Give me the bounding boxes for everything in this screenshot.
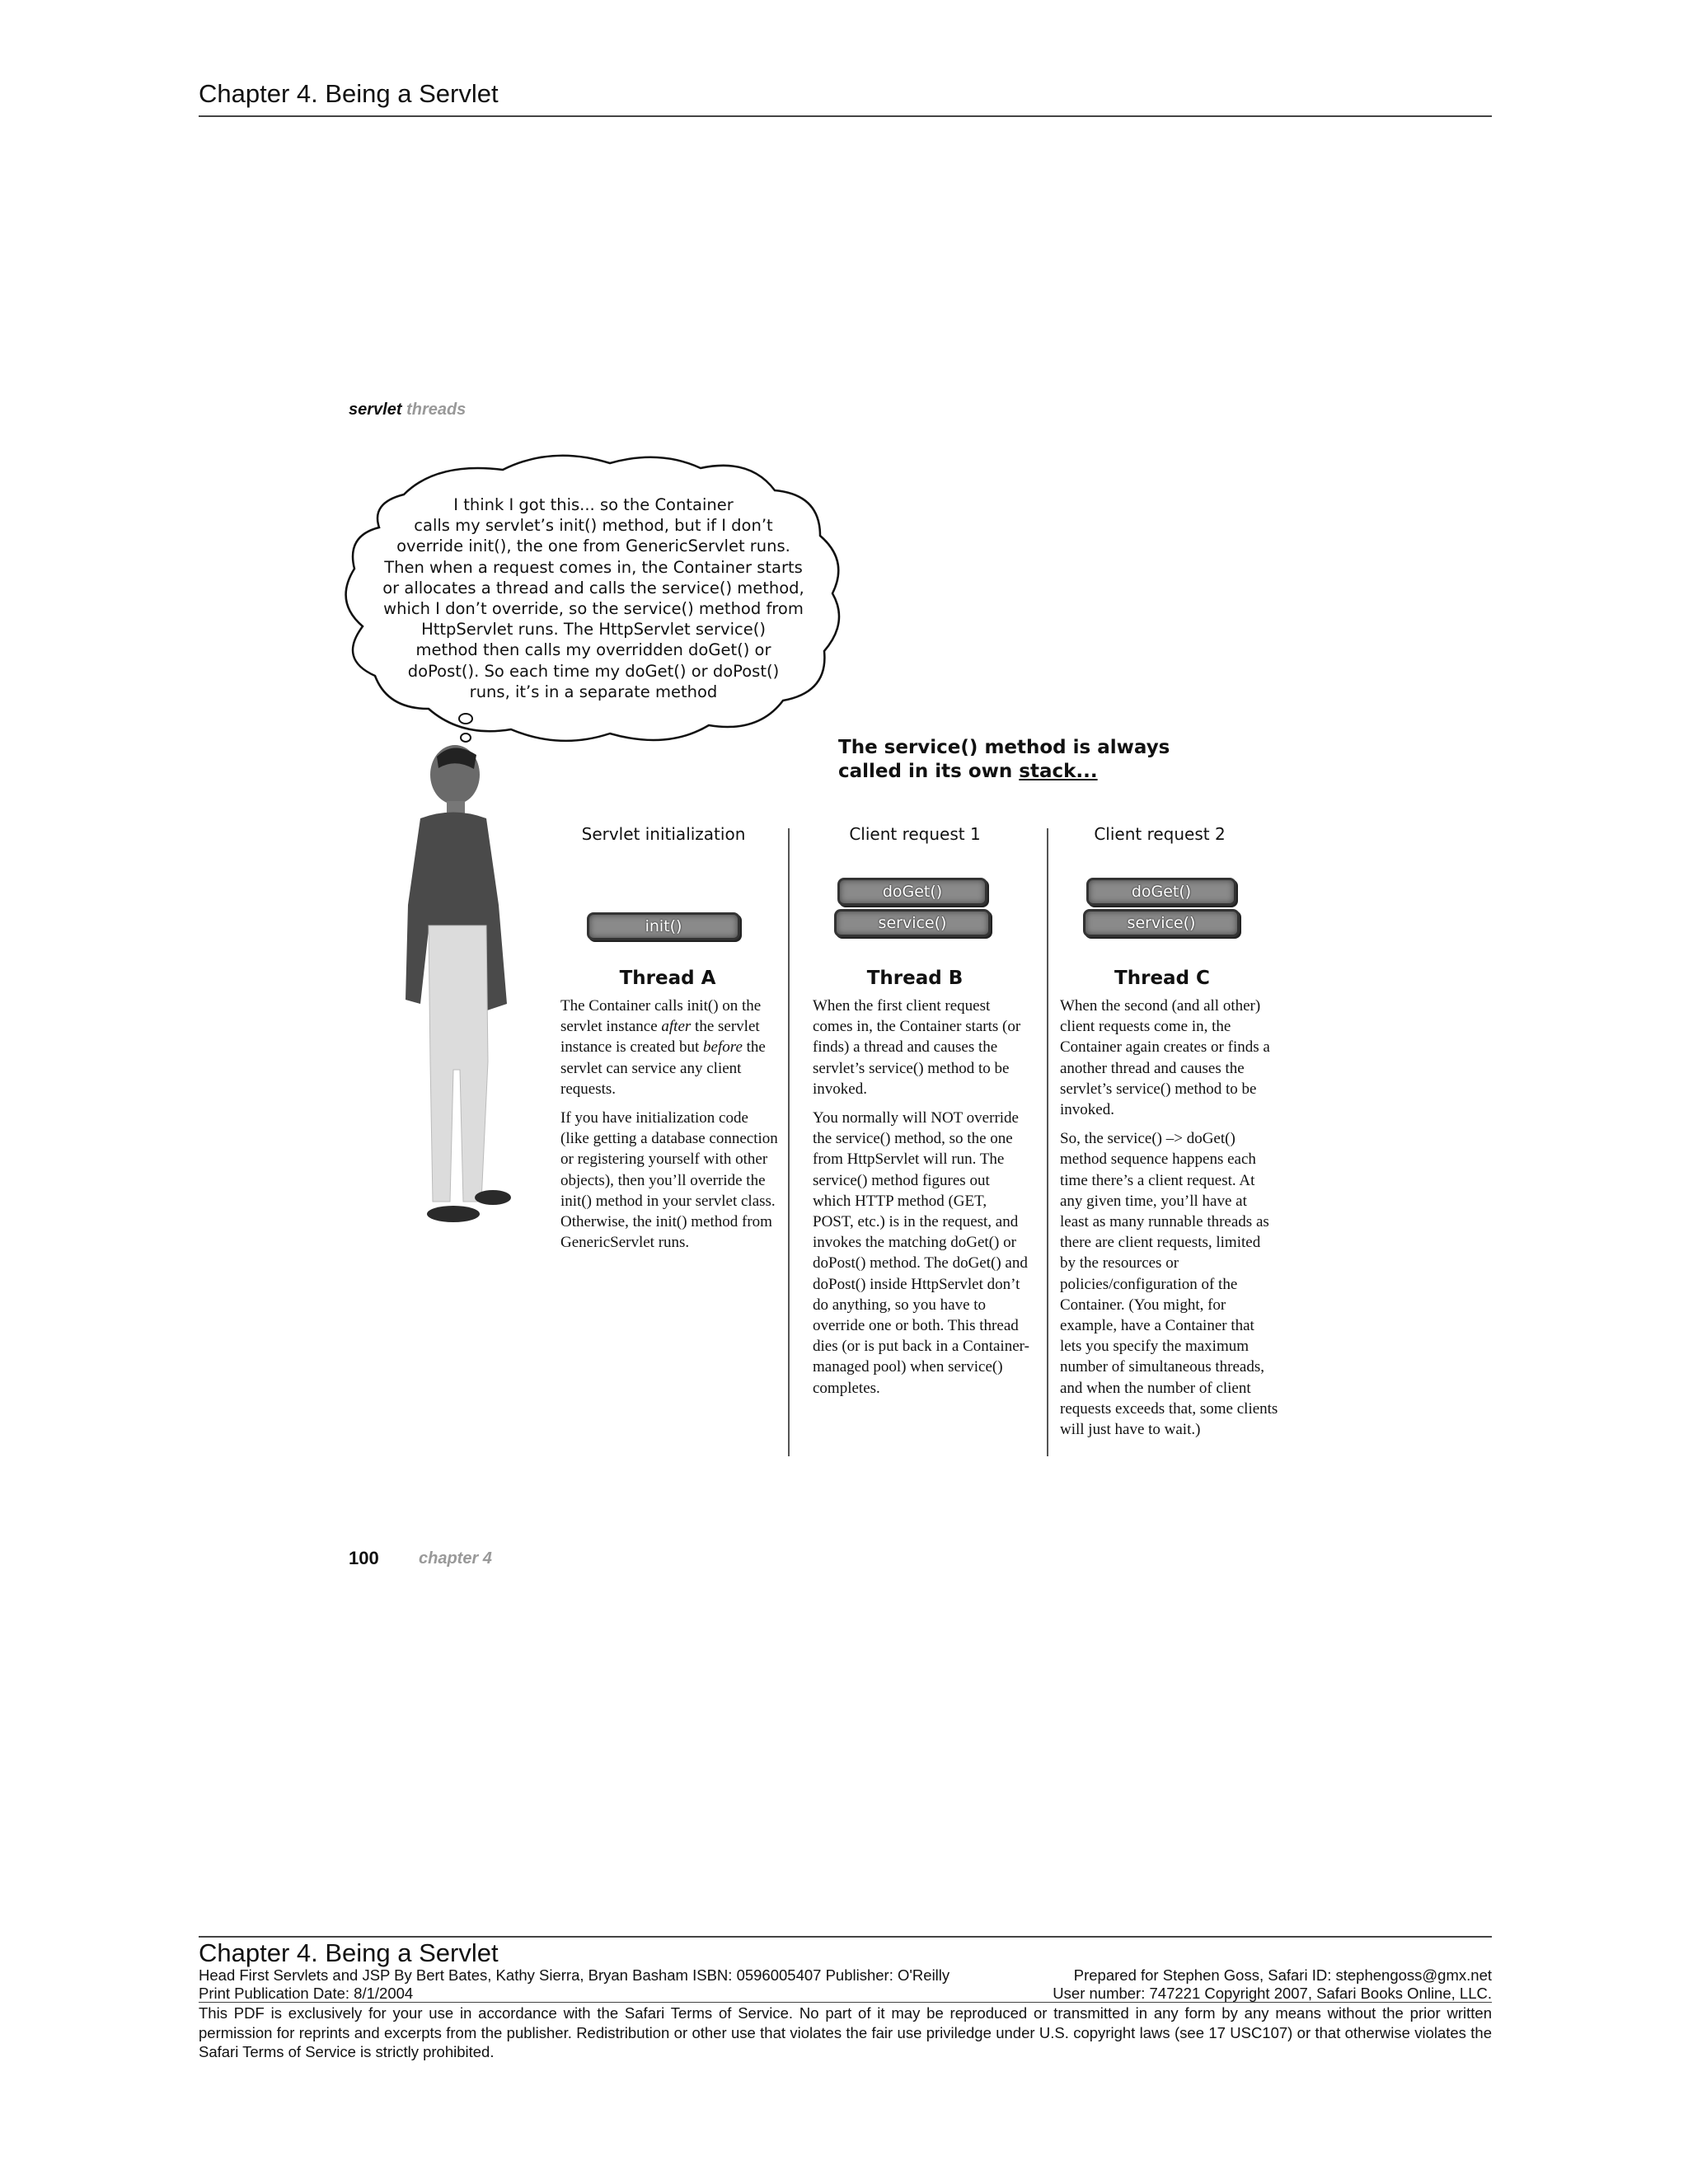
thought-bubble-text bbox=[363, 494, 824, 702]
text-run: The Container calls init() on the servlet instance bbox=[560, 997, 762, 1036]
bubble-line: runs, it’s in a separate method bbox=[469, 682, 718, 701]
footer-title: Chapter 4. Being a Servlet bbox=[199, 1938, 499, 1967]
thread-b-paragraph-1: When the first client request comes in, the Container starts (or finds) a thread and causes the servlet’s service() method to be invoked. bbox=[813, 997, 1021, 1098]
footer-book-info: Head First Servlets and JSP By Bert Bates, Kathy Sierra, Bryan Basham ISBN: 0596005407 Publisher: O'Reilly bbox=[199, 1966, 950, 1984]
section-tag-bold: servlet bbox=[349, 401, 402, 419]
stack-frame-doget bbox=[1086, 878, 1236, 906]
callout-line-2 bbox=[838, 760, 1170, 784]
text-run-emphasis: after bbox=[661, 1018, 692, 1036]
section-tag-light: threads bbox=[406, 401, 467, 419]
bubble-line: calls my servlet’s init() method, but if I don’t bbox=[414, 516, 773, 536]
column-header-c: Client request 2 bbox=[1094, 824, 1226, 844]
stack-frame-label: service() bbox=[878, 914, 947, 932]
footer-book-line bbox=[199, 1966, 1492, 1985]
text-run: the servlet can service any client requests. bbox=[560, 1038, 766, 1098]
bubble-line: method then calls my overridden doGet() or bbox=[415, 640, 771, 660]
column-divider-1 bbox=[788, 828, 790, 1456]
thread-c-paragraph-1: When the second (and all other) client requests come in, the Container again creates or finds a another thread and causes the servlet’s service() method to be invoked. bbox=[1060, 997, 1270, 1119]
stack-frame-label: service() bbox=[1127, 914, 1196, 932]
footer-pub-line bbox=[199, 1984, 1492, 2003]
page-chapter-label: chapter 4 bbox=[419, 1549, 492, 1568]
stack-frame-doget bbox=[837, 878, 987, 906]
footer-pub-date: Print Publication Date: 8/1/2004 bbox=[199, 1985, 414, 2002]
page-number: 100 bbox=[349, 1548, 379, 1568]
bubble-line: which I don’t override, so the service() method from bbox=[383, 599, 804, 619]
thread-a-body bbox=[560, 996, 779, 1261]
footer-notice: This PDF is exclusively for your use in accordance with the Safari Terms of Service. No part of it may be reproduced or transmitted in any form by any means without the prior written permission for reprints and excerpts from the publisher. Redistribution or other use that violates the fair use priviledge under U.S. copyright laws (see 17 USC107) or that otherwise violates the Safari Terms of Service is strictly prohibited. bbox=[199, 2004, 1492, 2060]
stack-frame-init bbox=[587, 912, 740, 940]
footer-rule-top bbox=[199, 1936, 1492, 1938]
thread-a-paragraph-2: If you have initialization code (like getting a database connection or registering yourself with other objects), then you’ll override the init() method in your servlet class. Otherwise, the init() method from GenericServlet runs. bbox=[560, 1109, 778, 1252]
column-divider-2 bbox=[1047, 828, 1048, 1456]
bubble-line: doPost(). So each time my doGet() or doPost() bbox=[407, 661, 780, 681]
bubble-line: override init(), the one from GenericServlet runs. bbox=[396, 537, 790, 556]
thread-b-title: Thread B bbox=[866, 968, 964, 989]
thread-c-paragraph-2: So, the service() –> doGet() method sequence happens each time there’s a client request. At any given time, you’ll have at least as many runnable threads as there are client requests, limited by the resources or policies/configuration of the Container. (You might, for example, have a Container that lets you specify the maximum number of simultaneous threads, and when the number of client requests exceeds that, some clients will just have to wait.) bbox=[1060, 1130, 1278, 1439]
text-run-emphasis: before bbox=[703, 1038, 743, 1057]
callout-prefix: called in its own bbox=[838, 761, 1020, 782]
person-illustration bbox=[396, 740, 536, 1251]
chapter-header-title: Chapter 4. Being a Servlet bbox=[199, 79, 499, 108]
bubble-line: HttpServlet runs. The HttpServlet service() bbox=[421, 620, 766, 640]
footer-rule-mid bbox=[199, 2002, 1492, 2003]
callout-line-1: The service() method is always bbox=[838, 737, 1170, 758]
thread-a-title: Thread A bbox=[619, 968, 716, 989]
text-run: the servlet instance is created but bbox=[560, 1018, 760, 1057]
bubble-line: Then when a request comes in, the Container starts bbox=[384, 557, 803, 577]
stack-frame-label: doGet() bbox=[1131, 883, 1192, 901]
stack-frame-label: init() bbox=[645, 917, 682, 935]
column-header-b: Client request 1 bbox=[849, 824, 981, 844]
header-rule bbox=[199, 115, 1492, 117]
stack-frame-service bbox=[834, 909, 991, 937]
footer-prepared-for: Prepared for Stephen Goss, Safari ID: stephengoss@gmx.net bbox=[1073, 1966, 1492, 1984]
callout-emphasis: stack... bbox=[1019, 761, 1098, 782]
stack-callout bbox=[838, 736, 1170, 784]
column-header-a: Servlet initialization bbox=[581, 824, 746, 844]
bubble-line: or allocates a thread and calls the service() method, bbox=[382, 578, 804, 598]
thread-b-paragraph-2: You normally will NOT override the service() method, so the one from HttpServlet will run. The service() method figures out which HTTP method (GET, POST, etc.) is in the request, and invokes the matching doGet() or doPost() method. The doGet() and doPost() inside HttpServlet don’t do anything, so you have to override one or both. This thread dies (or is put back in a Container-managed pool) when service() completes. bbox=[813, 1109, 1029, 1397]
footer-user-number: User number: 747221 Copyright 2007, Safari Books Online, LLC. bbox=[1053, 1985, 1492, 2002]
thread-b-body bbox=[813, 996, 1031, 1407]
bubble-line: I think I got this... so the Container bbox=[453, 495, 734, 514]
stack-frame-label: doGet() bbox=[882, 883, 943, 901]
thread-c-title: Thread C bbox=[1114, 968, 1210, 989]
stack-frame-service bbox=[1083, 909, 1240, 937]
thread-a-paragraph-1 bbox=[560, 996, 779, 1099]
thread-c-body bbox=[1060, 996, 1278, 1448]
section-tag bbox=[349, 401, 466, 419]
